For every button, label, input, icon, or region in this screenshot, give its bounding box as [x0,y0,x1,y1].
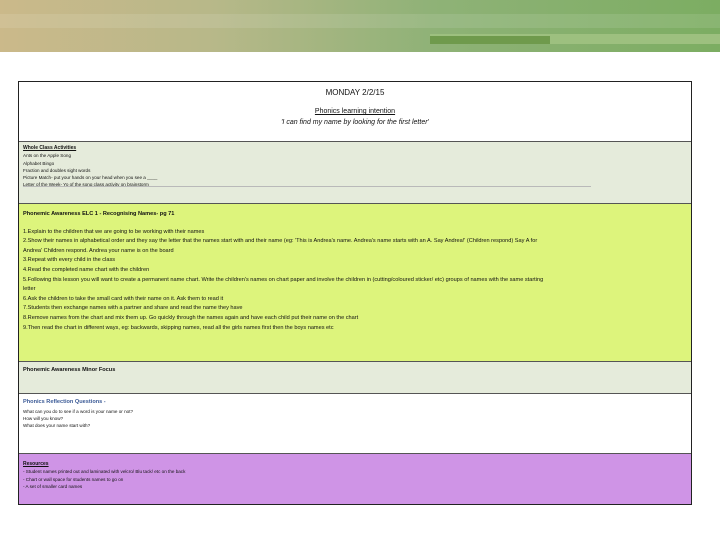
list-item: - Student names printed out and laminated with velcro/ Blu tack/ etc on the back [23,469,186,475]
reflection-row [19,394,691,454]
reflection-cell [23,398,685,429]
list-item: Fraction and doubles sight words [23,167,91,173]
band-shade [0,14,720,28]
phonemic-minor-row [19,362,691,394]
list-item: letter [23,286,36,293]
intention-label: Phonics learning intention [314,108,396,115]
list-item: 2.Show their names in alphabetical order and they say the letter that the names start with and their name (eg: 'This is Andrea's name. Andrea's name starts with an A. Say Andrea!' (Children respond) Say A for [23,238,538,245]
phonemic-main-row [19,204,691,362]
divider-line [23,186,591,187]
decorative-strip-dark [430,36,550,44]
list-item: 3.Repeat with every child in the class [23,257,116,264]
phonemic-main-cell [23,210,685,333]
list-item: 9.Then read the chart in different ways, eg: backwards, skipping names, read all the girls names first then the boys names etc [23,324,334,331]
list-item: How will you know? [23,415,64,421]
lesson-plan-table [18,81,692,505]
reflection-heading: Phonics Reflection Questions - [23,399,106,405]
list-item: 5.Following this lesson you will want to create a permanent name chart. Write the children's names on chart paper and involve the children in (cutting/coloured sticker/ etc) groups of names with the same starting [23,276,544,283]
phonemic-main-heading: Phonemic Awareness ELC 1 - Recognising Names- pg 71 [23,211,175,217]
list-item: 7.Students then exchange names with a partner and share and read the name they have [23,305,243,312]
list-item: Picture Match- put your hands on your head when you see a ____ [23,175,158,181]
date-title: MONDAY 2/2/15 [325,88,385,97]
list-item: 6.Ask the children to take the small card with their name on it. Ask them to read it [23,295,224,302]
whole-class-row [19,142,691,204]
phonemic-minor-heading: Phonemic Awareness Minor Focus [23,367,116,373]
header-row [19,82,691,142]
list-item: Andrea' Children respond. Andrea your name is on the board [23,247,174,254]
resources-cell [23,461,685,490]
whole-class-cell [23,145,685,189]
list-item: What does your name start with? [23,423,91,429]
resources-heading: Resources [23,461,49,467]
list-item: - A set of smaller card names [23,483,83,489]
top-decorative-band [0,0,720,52]
list-item: - Chart or wall space for students names to go on [23,476,124,482]
resources-row [19,454,691,504]
whole-class-heading: Whole Class Activities [23,145,77,151]
list-item: What can you do to see if a word is your name or not? [23,408,134,414]
list-item: Alphabet Bingo [23,160,55,166]
list-item: 1.Explain to the children that we are going to be working with their names [23,228,205,235]
list-item: 8.Remove names from the chart and mix them up. Go quickly through the names again and have each child put their name on the chart [23,314,359,321]
list-item: Ants on the Apple Song [23,153,72,159]
list-item: Letter of the Week- Yo of the song class activity on brainstorm [23,182,149,188]
intention-text: 'I can find my name by looking for the first letter' [281,119,429,126]
list-item: 4.Read the completed name chart with the children [23,266,150,273]
